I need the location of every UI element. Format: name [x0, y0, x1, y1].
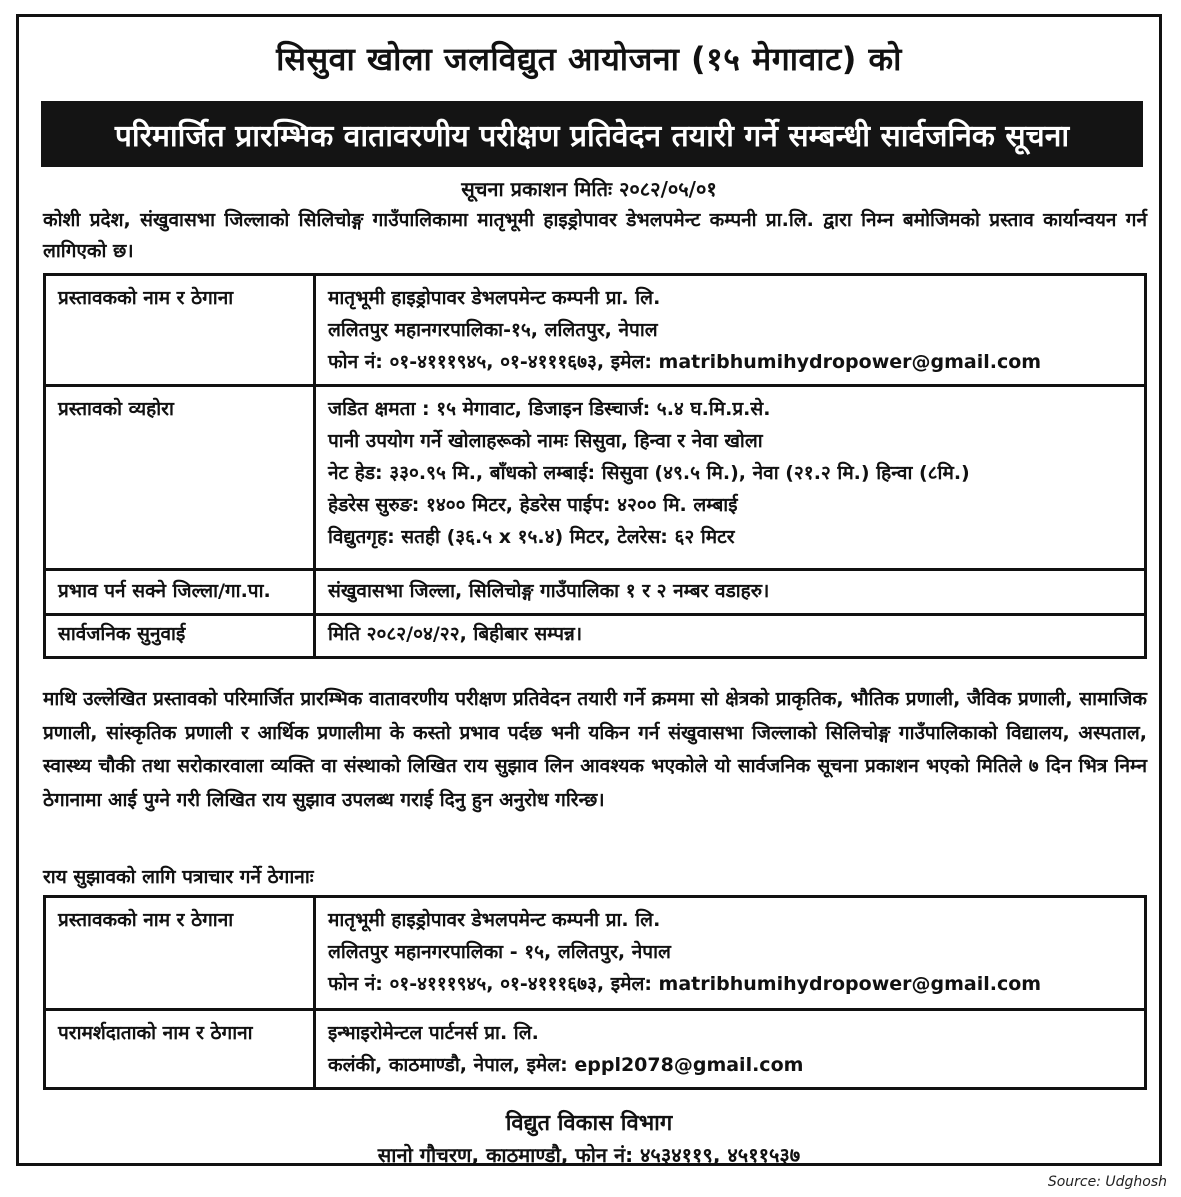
- row-label: प्रभाव पर्न सक्ने जिल्ला/गा.पा.: [45, 570, 315, 615]
- row-label: परामर्शदाताको नाम र ठेगाना: [45, 1010, 315, 1089]
- table-row: [45, 275, 1146, 386]
- table-row: [45, 897, 1146, 1010]
- rivers-used: पानी उपयोग गर्ने खोलाहरूको नामः सिसुवा, हिन्वा र नेवा खोला: [328, 430, 763, 452]
- table-row: [45, 615, 1146, 658]
- powerhouse: विद्युतगृह: सतही (३६.५ x १५.४) मिटर, टेलरेस: ६२ मिटर: [328, 526, 735, 548]
- proposal-details: [315, 386, 1146, 570]
- public-hearing: मिति २०८२/०४/२२, बिहीबार सम्पन्न।: [315, 615, 1146, 658]
- correspondence-table: [43, 895, 1147, 1090]
- affected-area: संखुवासभा जिल्ला, सिलिचोङ्ग गाउँपालिका १ र २ नम्बर वडाहरु।: [315, 570, 1146, 615]
- consultant-contact: कलंकी, काठमाण्डौ, नेपाल, इमेल: eppl2078@gmail.com: [328, 1054, 804, 1076]
- table-row: [45, 1010, 1146, 1089]
- banner-text: परिमार्जित प्रारम्भिक वातावरणीय परीक्षण प्रतिवेदन तयारी गर्ने सम्बन्धी सार्वजनिक सूचना: [114, 118, 1070, 154]
- net-head: नेट हेड: ३३०.९५ मि., बाँधको लम्बाई: सिसुवा (४९.५ मि.), नेवा (२१.२ मि.) हिन्वा (८मि.): [328, 462, 970, 484]
- source-credit: Source: Udghosh: [1047, 1174, 1167, 1190]
- footer-organization: विद्युत विकास विभाग: [505, 1111, 673, 1136]
- proponent-contact: फोन नं: ०१-४१११९४५, ०१-४१११६७३, इमेल: matribhumihydropower@gmail.com: [328, 973, 1042, 995]
- consultant-name: इन्भाइरोमेन्टल पार्टनर्स प्रा. लि.: [328, 1022, 539, 1044]
- footer-address: सानो गौचरण, काठमाण्डौ, फोन नं: ४५३४११९, ४५११५३७: [377, 1143, 801, 1167]
- correspondence-heading: राय सुझावको लागि पत्राचार गर्ने ठेगानाः: [43, 866, 314, 888]
- proponent-name: मातृभूमी हाइड्रोपावर डेभलपमेन्ट कम्पनी प्रा. लि.: [328, 909, 661, 931]
- notice-banner: [41, 101, 1143, 167]
- proponent-contact: फोन नं: ०१-४१११९४५, ०१-४१११६७३, इमेल: matribhumihydropower@gmail.com: [328, 351, 1042, 373]
- proposal-table: [43, 273, 1147, 659]
- notice-frame: [16, 14, 1162, 1166]
- intro-paragraph: कोशी प्रदेश, संखुवासभा जिल्लाको सिलिचोङ्ग गाउँपालिकामा मातृभूमी हाइड्रोपावर डेभलपमेन्ट कम्पनी प्रा.लि. द्वारा निम्न बमोजिमको प्रस्ताव कार्यान्वयन गर्न लागिएको छ।: [43, 209, 1147, 262]
- row-label: प्रस्तावको व्यहोरा: [45, 386, 315, 570]
- headrace: हेडरेस सुरुङ: १४०० मिटर, हेडरेस पाईप: ४२०० मि. लम्बाई: [328, 494, 738, 516]
- proponent-address: ललितपुर महानगरपालिका - १५, ललितपुर, नेपाल: [328, 941, 671, 963]
- row-label: प्रस्तावकको नाम र ठेगाना: [45, 275, 315, 386]
- table-row: [45, 570, 1146, 615]
- body-paragraph: माथि उल्लेखित प्रस्तावको परिमार्जित प्रारम्भिक वातावरणीय परीक्षण प्रतिवेदन तयारी गर्ने क्रममा सो क्षेत्रको प्राकृतिक, भौतिक प्रणाली, जैविक प्रणाली, सामाजिक प्रणाली, सांस्कृतिक प्रणाली र आर्थिक प्रणालीमा के कस्तो प्रभाव पर्दछ भनी यकिन गर्न संखुवासभा जिल्लाको सिलिचोङ्ग गाउँपालिकाको विद्यालय, अस्पताल, स्वास्थ्य चौकी तथा सरोकारवाला व्यक्ति वा संस्थाको लिखित राय सुझाव लिन आवश्यक भएकोले यो सार्वजनिक सूचना प्रकाशन भएको मितिले ७ दिन भित्र निम्न ठेगानामा आई पुग्ने गरी लिखित राय सुझाव उपलब्ध गराई दिनु हुन अनुरोध गरिन्छ।: [43, 688, 1147, 811]
- publication-date: सूचना प्रकाशन मितिः २०८२/०५/०१: [461, 177, 717, 201]
- row-label: सार्वजनिक सुनुवाई: [45, 615, 315, 658]
- proponent-name: मातृभूमी हाइड्रोपावर डेभलपमेन्ट कम्पनी प्रा. लि.: [328, 287, 661, 309]
- proponent-details: [315, 897, 1146, 1010]
- consultant-details: [315, 1010, 1146, 1089]
- installed-capacity: जडित क्षमता : १५ मेगावाट, डिजाइन डिस्चार्ज: ५.४ घ.मि.प्र.से.: [328, 398, 771, 420]
- proponent-address: ललितपुर महानगरपालिका-१५, ललितपुर, नेपाल: [328, 319, 658, 341]
- table-row: [45, 386, 1146, 570]
- notice-title: सिसुवा खोला जलविद्युत आयोजना (१५ मेगावाट) को: [276, 40, 902, 78]
- row-label: प्रस्तावकको नाम र ठेगाना: [45, 897, 315, 1010]
- proponent-details: [315, 275, 1146, 386]
